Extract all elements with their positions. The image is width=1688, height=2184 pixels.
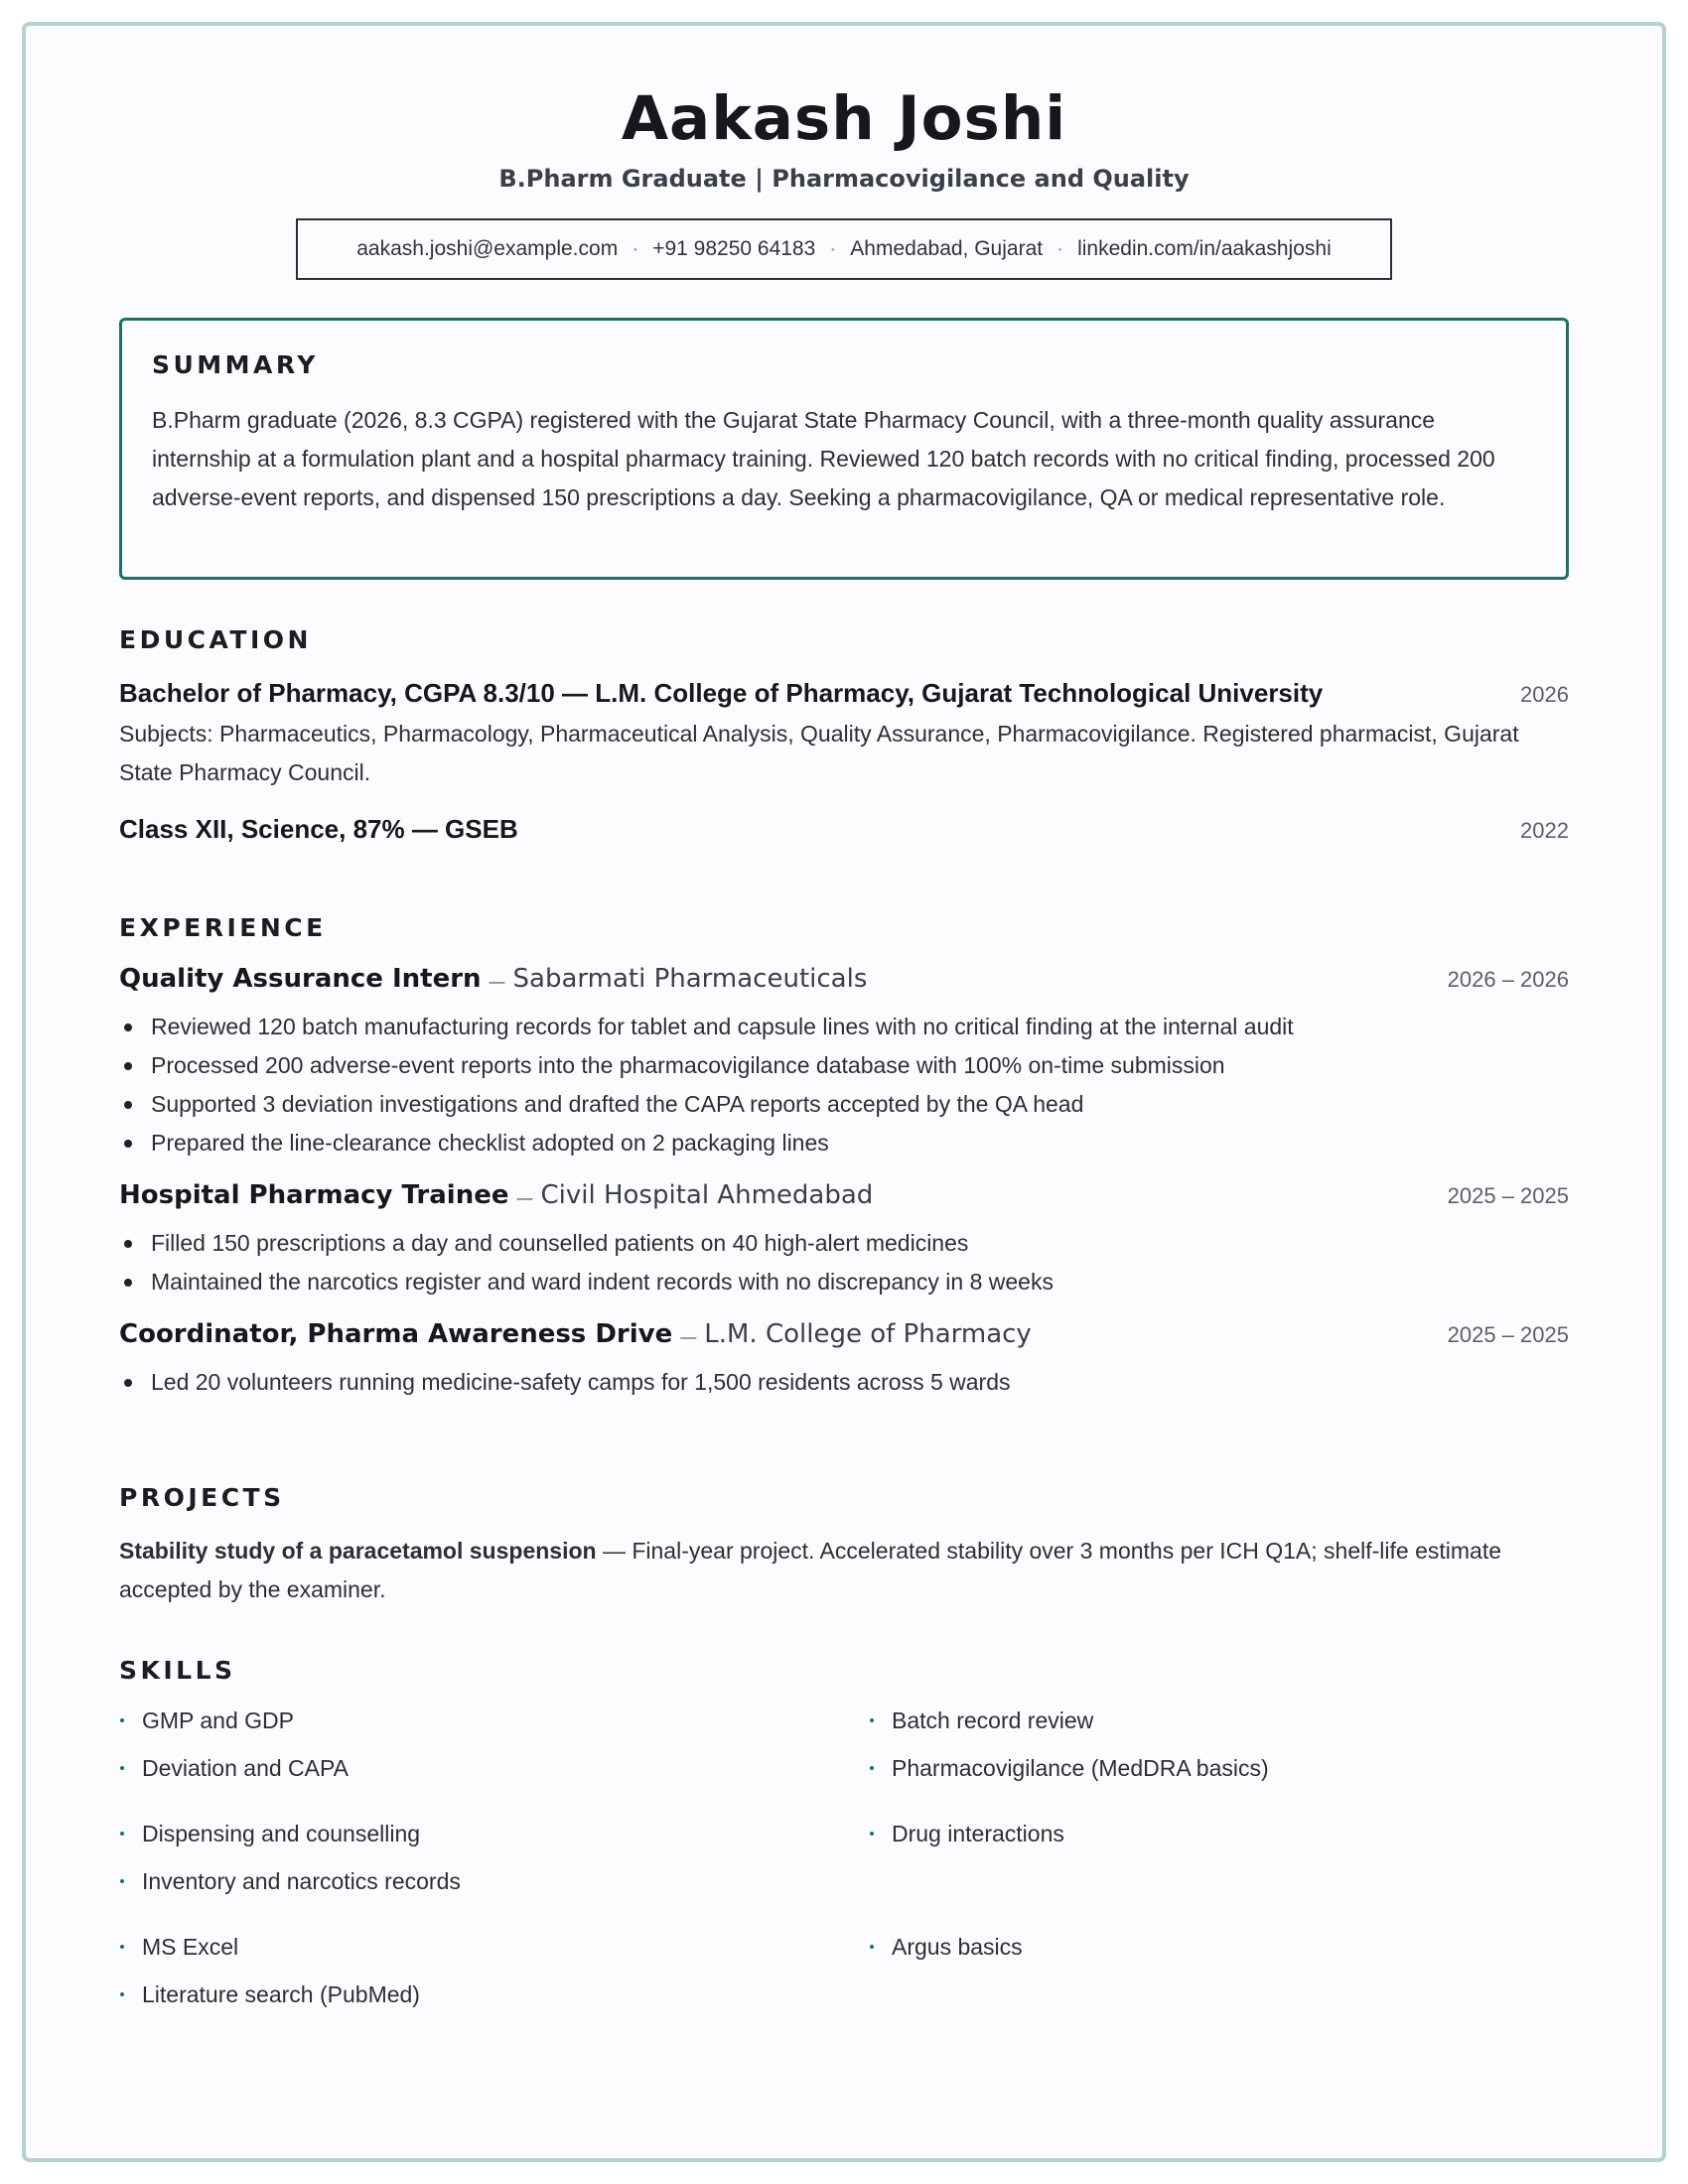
job-role: Coordinator, Pharma Awareness Drive	[119, 1319, 673, 1349]
job-organization: L.M. College of Pharmacy	[704, 1319, 1032, 1349]
education-degree: Class XII, Science, 87% — GSEB	[119, 814, 518, 844]
title-dash: —	[680, 1329, 697, 1346]
experience-entry	[119, 964, 1569, 994]
projects-section	[119, 1483, 1569, 1609]
skill-item: Deviation and CAPA	[119, 1744, 869, 1792]
contact-bar	[296, 218, 1392, 280]
job-dates: 2026 – 2026	[1447, 967, 1569, 992]
project-name: Stability study of a paracetamol suspension	[119, 1538, 597, 1564]
job-organization: Sabarmati Pharmaceuticals	[512, 964, 868, 994]
education-section	[119, 625, 1569, 845]
summary-heading: SUMMARY	[152, 350, 319, 379]
job-bullets	[119, 1008, 1569, 1162]
summary-section	[119, 318, 1569, 580]
job-role: Quality Assurance Intern	[119, 964, 482, 994]
experience-heading: EXPERIENCE	[119, 913, 327, 942]
education-heading: EDUCATION	[119, 625, 312, 654]
contact-separator: ·	[632, 237, 639, 260]
linkedin-link[interactable]: linkedin.com/in/aakashjoshi	[1077, 237, 1332, 260]
bullet-item: Supported 3 deviation investigations and drafted the CAPA reports accepted by the QA head	[119, 1085, 1569, 1124]
skill-item: Argus basics	[869, 1923, 1569, 1971]
skills-group	[119, 1697, 1569, 1792]
job-bullets	[119, 1224, 1569, 1301]
experience-section	[119, 913, 1569, 1402]
education-year: 2026	[1520, 682, 1569, 707]
candidate-name: Aakash Joshi	[621, 83, 1067, 154]
skill-item: Inventory and narcotics records	[119, 1857, 869, 1905]
education-entry	[119, 678, 1569, 709]
skill-item: MS Excel	[119, 1923, 869, 1971]
projects-heading: PROJECTS	[119, 1483, 285, 1512]
job-organization: Civil Hospital Ahmedabad	[540, 1180, 874, 1210]
experience-entry	[119, 1180, 1569, 1210]
job-role: Hospital Pharmacy Trainee	[119, 1180, 509, 1210]
phone-number: +91 98250 64183	[652, 237, 816, 260]
bullet-item: Led 20 volunteers running medicine-safety camps for 1,500 residents across 5 wards	[119, 1363, 1569, 1402]
bullet-item: Processed 200 adverse-event reports into the pharmacovigilance database with 100% on-time submission	[119, 1046, 1569, 1085]
skills-heading: SKILLS	[119, 1656, 236, 1685]
skill-item: GMP and GDP	[119, 1697, 869, 1744]
email-link[interactable]: aakash.joshi@example.com	[356, 237, 619, 260]
job-dates: 2025 – 2025	[1447, 1183, 1569, 1208]
skill-item: Literature search (PubMed)	[119, 1971, 869, 2018]
skill-item: Pharmacovigilance (MedDRA basics)	[869, 1744, 1569, 1792]
contact-separator: ·	[829, 237, 837, 260]
skills-group	[119, 1923, 1569, 2018]
skill-item: Dispensing and counselling	[119, 1810, 869, 1857]
job-bullets	[119, 1363, 1569, 1402]
location: Ahmedabad, Gujarat	[850, 237, 1044, 260]
bullet-item: Maintained the narcotics register and ward indent records with no discrepancy in 8 weeks	[119, 1263, 1569, 1301]
experience-entry	[119, 1319, 1569, 1349]
project-description: — Final-year project. Accelerated stability over 3 months per ICH Q1A; shelf-life estimate accepted by the examiner.	[119, 1538, 1501, 1602]
skills-section	[119, 1656, 1569, 2018]
skill-item: Batch record review	[869, 1697, 1569, 1744]
education-entry	[119, 814, 1569, 845]
title-dash: —	[489, 974, 505, 991]
bullet-item: Prepared the line-clearance checklist adopted on 2 packaging lines	[119, 1124, 1569, 1162]
candidate-tagline: B.Pharm Graduate | Pharmacovigilance and Quality	[498, 165, 1190, 193]
bullet-item: Reviewed 120 batch manufacturing records for tablet and capsule lines with no critical finding at the internal audit	[119, 1008, 1569, 1046]
job-dates: 2025 – 2025	[1447, 1322, 1569, 1347]
skills-group	[119, 1810, 1569, 1905]
summary-text: B.Pharm graduate (2026, 8.3 CGPA) registered with the Gujarat State Pharmacy Council, with a three-month quality assurance internship at a formulation plant and a hospital pharmacy training. Reviewed 120 batch records with no critical finding, processed 200 adverse-event reports, and dispensed 150 prescriptions a day. Seeking a pharmacovigilance, QA or medical representative role.	[152, 407, 1495, 510]
contact-separator: ·	[1056, 237, 1064, 260]
education-details: Subjects: Pharmaceutics, Pharmacology, Pharmaceutical Analysis, Quality Assurance, Pharmacovigilance. Registered pharmacist, Gujarat State Pharmacy Council.	[119, 721, 1519, 785]
bullet-item: Filled 150 prescriptions a day and counselled patients on 40 high-alert medicines	[119, 1224, 1569, 1263]
title-dash: —	[516, 1190, 533, 1207]
project-entry	[119, 1532, 1569, 1609]
education-year: 2022	[1520, 818, 1569, 843]
education-degree: Bachelor of Pharmacy, CGPA 8.3/10 — L.M. College of Pharmacy, Gujarat Technological University	[119, 678, 1324, 708]
skill-item: Drug interactions	[869, 1810, 1569, 1857]
